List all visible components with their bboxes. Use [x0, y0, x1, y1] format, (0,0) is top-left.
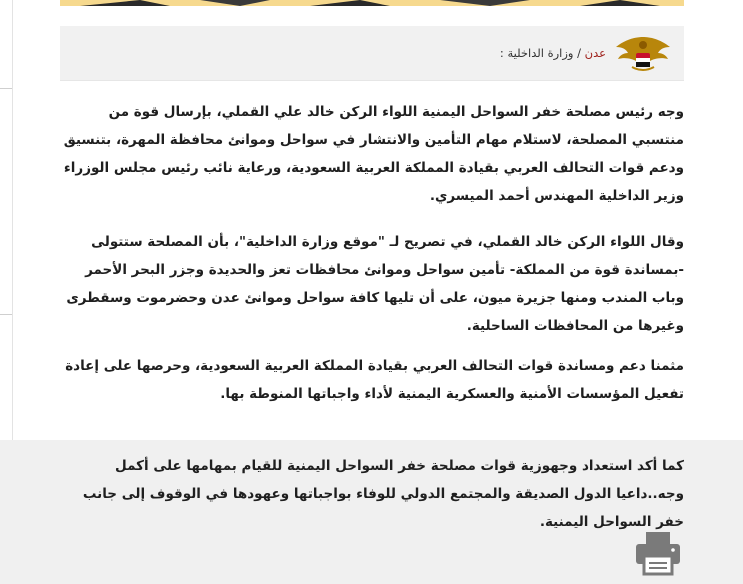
source-line — [500, 46, 606, 60]
print-button[interactable] — [632, 528, 684, 576]
margin-tick — [0, 314, 12, 315]
article-paragraph: مثمنا دعم ومساندة قوات التحالف العربي بقيادة المملكة العربية السعودية، وحرصها على إعادة تفعيل المؤسسات الأمنية والعسكرية اليمنية لأداء واجباتها المنوطة بها. — [65, 358, 684, 402]
margin-tick — [0, 88, 12, 89]
source-bar — [60, 26, 684, 81]
source-ministry: / وزارة الداخلية : — [499, 46, 585, 60]
article-paragraph: وقال اللواء الركن خالد القملي، في تصريح لـ "موقع وزارة الداخلية"، بأن المصلحة ستتولى -بمساندة قوة من المملكة- تأمين سواحل وموانئ محافظات تعز والحديدة وجزر البحر الأحمر وباب المندب ومنها جزيرة ميون، على أن تليها كافة سواحل وموانئ عدن وحضرموت وسقطرى وغيرها من المحافظات الساحلية. — [66, 234, 684, 334]
source-location: عدن — [584, 46, 606, 60]
article-paragraph: وجه رئيس مصلحة خفر السواحل اليمنية اللواء الركن خالد علي القملي، بإرسال قوة من منتسبي المصلحة، لاستلام مهام التأمين والانتشار في سواحل وموانئ محافظة المهرة، بتنسيق ودعم قوات التحالف العربي بقيادة المملكة العربية السعودية، ورعاية نائب رئيس مجلس الوزراء وزير الداخلية المهندس أحمد الميسري. — [63, 104, 684, 204]
article-paragraph: كما أكد استعداد وجهوزية قوات مصلحة خفر السواحل اليمنية للقيام بمهامها على أكمل وجه..داعيا الدول الصديقة والمجتمع الدولي للوفاء بواجباتها وعهودها في الوقوف إلى جانب خفر السواحل اليمنية. — [82, 458, 684, 530]
article-image-bottom-edge — [60, 0, 684, 6]
printer-icon — [632, 528, 684, 576]
yemen-eagle-emblem-icon — [612, 33, 674, 73]
